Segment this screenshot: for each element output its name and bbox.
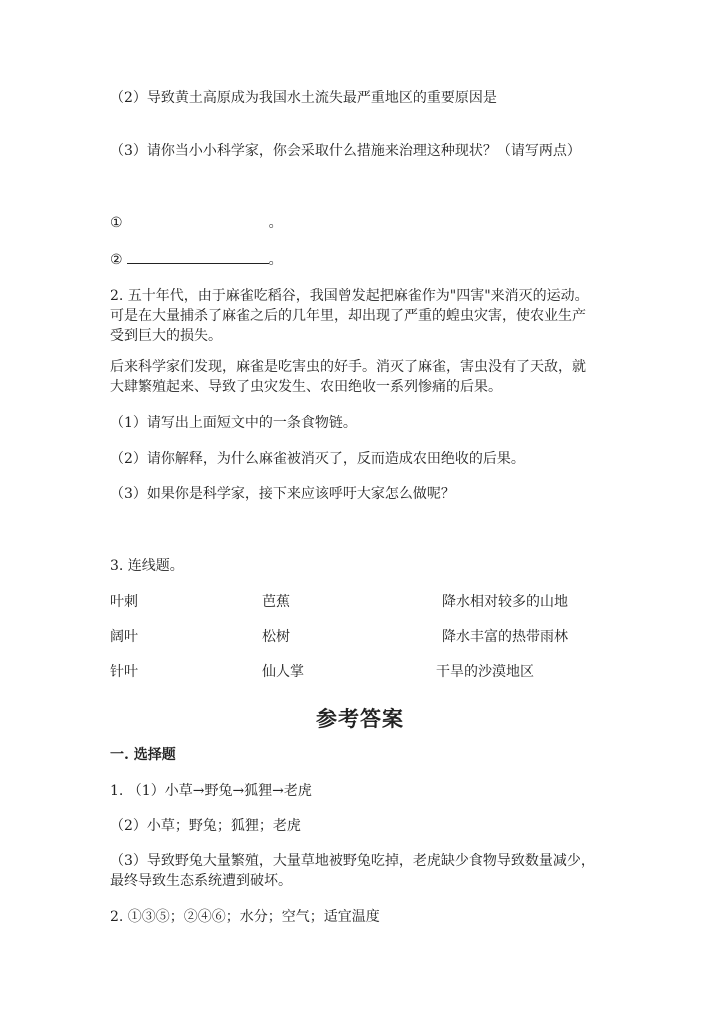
answer-blank-2-row xyxy=(110,249,283,270)
answer-1-part-3-line-1: （3）导致野兔大量繁殖，大量草地被野兔吃掉，老虎缺少食物导致数量减少， xyxy=(110,853,595,869)
matching-habitat-3: 干旱的沙漠地区 xyxy=(436,664,534,680)
answer-blank-1-row xyxy=(110,213,283,233)
answer-1-part-2: （2）小草；野兔；狐狸；老虎 xyxy=(110,818,301,834)
matching-leaf-3: 针叶 xyxy=(110,664,138,680)
question-2-part-2: （2）请你解释，为什么麻雀被消灭了，反而造成农田绝收的后果。 xyxy=(110,451,525,467)
question-3-title: 3. 连线题。 xyxy=(110,558,184,574)
answer-1-part-1: 1. （1）小草→野兔→狐狸→老虎 xyxy=(110,783,312,799)
item-marker-1: ① xyxy=(110,215,123,231)
question-2-part-1: （1）请写出上面短文中的一条食物链。 xyxy=(110,415,357,431)
matching-plant-2: 松树 xyxy=(262,629,290,645)
matching-plant-1: 芭蕉 xyxy=(262,594,290,610)
matching-habitat-1: 降水相对较多的山地 xyxy=(442,594,568,610)
matching-habitat-2: 降水丰富的热带雨林 xyxy=(442,629,568,645)
answers-section-heading: 一. 选择题 xyxy=(110,747,176,763)
question-2-text-line-1: 2. 五十年代，由于麻雀吃稻谷，我国曾发起把麻雀作为"四害"来消灭的运动。 xyxy=(110,288,589,304)
answer-blank-2[interactable] xyxy=(127,249,269,264)
question-2-para2-line-1: 后来科学家们发现，麻雀是吃害虫的好手。消灭了麻雀，害虫没有了天敌，就 xyxy=(110,359,586,375)
item-end-1: 。 xyxy=(268,215,283,231)
answer-1-part-3-line-2: 最终导致生态系统遭到破坏。 xyxy=(110,873,292,889)
item-end-2: 。 xyxy=(268,252,283,268)
answers-title: 参考答案 xyxy=(316,706,404,731)
matching-leaf-1: 叶刺 xyxy=(110,594,138,610)
matching-leaf-2: 阔叶 xyxy=(110,629,138,645)
question-1-part-3: （3）请你当小小科学家，你会采取什么措施来治理这种现状？（请写两点） xyxy=(110,143,581,159)
item-marker-2: ② xyxy=(110,252,123,268)
answer-2: 2. ①③⑤；②④⑥；水分；空气；适宜温度 xyxy=(110,909,380,925)
question-2-text-line-3: 受到巨大的损失。 xyxy=(110,328,222,344)
question-1-part-2: （2）导致黄土高原成为我国水土流失最严重地区的重要原因是 xyxy=(110,90,497,106)
matching-plant-3: 仙人掌 xyxy=(262,664,304,680)
question-2-text-line-2: 可是在大量捕杀了麻雀之后的几年里，却出现了严重的蝗虫灾害，使农业生产 xyxy=(110,308,586,324)
question-2-part-3: （3）如果你是科学家，接下来应该呼吁大家怎么做呢？ xyxy=(110,486,455,502)
question-2-para2-line-2: 大肆繁殖起来、导致了虫灾发生、农田绝收一系列惨痛的后果。 xyxy=(110,379,502,395)
